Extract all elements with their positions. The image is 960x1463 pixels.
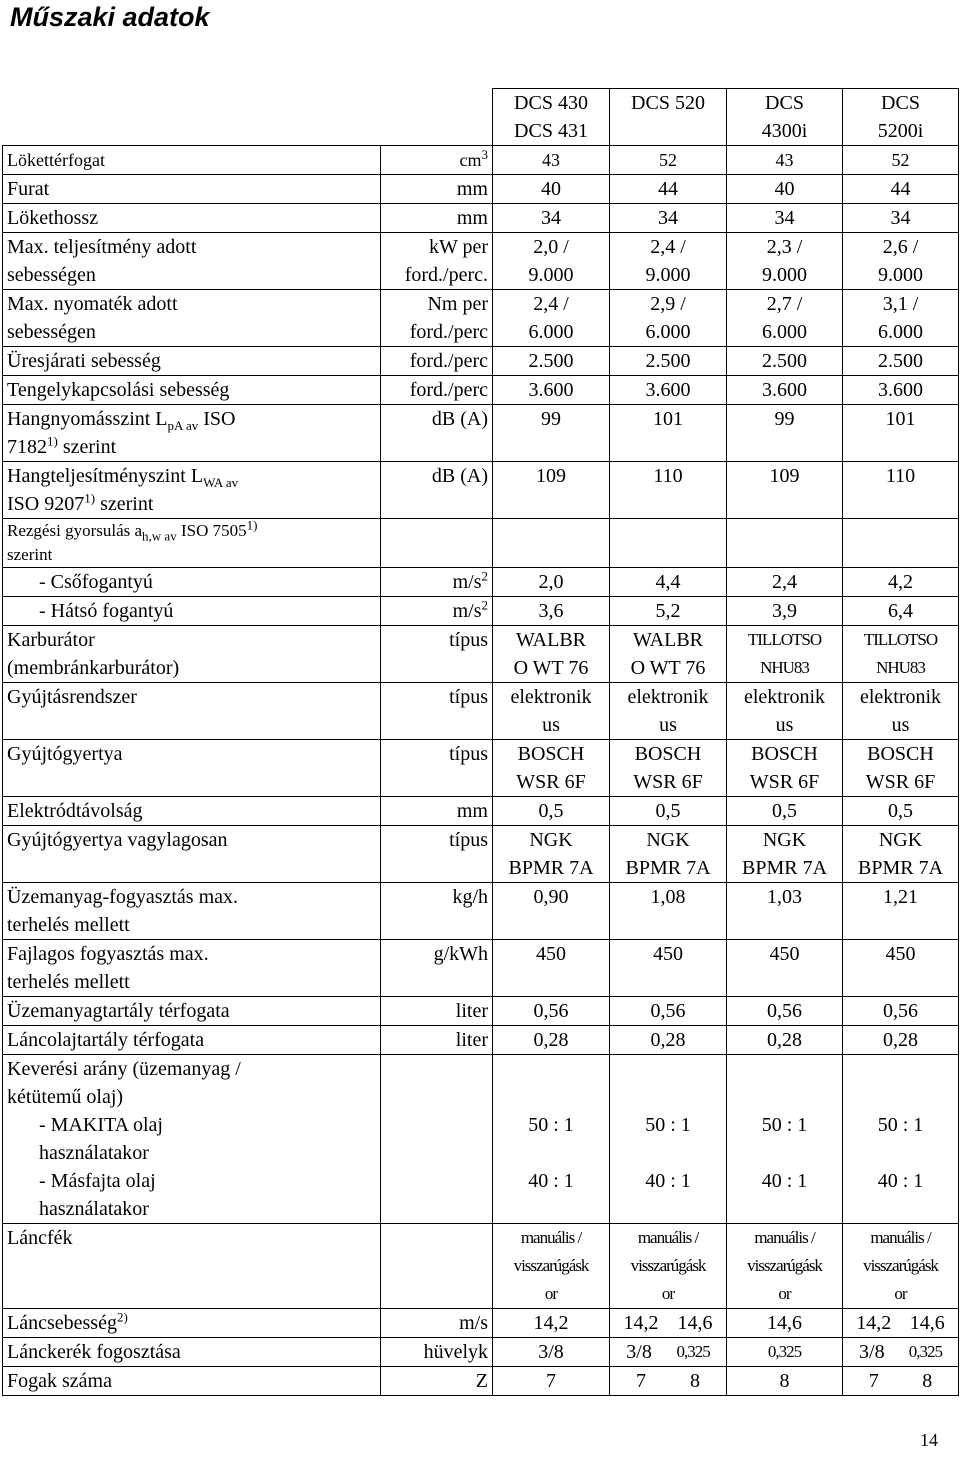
table-row: Lánckerék fogosztása hüvelyk 3/8 3/8 0,325 0,325 3/8 0,325 (3, 1338, 959, 1367)
table-row: Üresjárati sebesség ford./perc 2.500 2.500 2.500 2.500 (3, 347, 959, 376)
spec-table (2, 88, 959, 1396)
model-header: DCS 4300i (727, 89, 843, 146)
table-row: - Csőfogantyú $m/s^2$ 2,0 4,4 2,4 4,2 (3, 568, 959, 597)
table-row: Max. nyomaték adott sebességen Nm per ford./perc 2,4 / 6.000 2,9 / 6.000 2,7 / 6.000 3,1 / 6.000 (3, 290, 959, 347)
table-row: Max. teljesítmény adott sebességen kW per ford./perc. 2,0 / 9.000 2,4 / 9.000 2,3 / 9.000 2,6 / 9.000 (3, 233, 959, 290)
table-row: Láncolajtartály térfogata liter 0,28 0,28 0,28 0,28 (3, 1026, 959, 1055)
table-row: Üzemanyagtartály térfogata liter 0,56 0,56 0,56 0,56 (3, 997, 959, 1026)
table-row: Rezgési gyorsulás $a_{h,w av}$ ISO 7505$^{1)}$ szerint (3, 519, 959, 568)
table-row: Lökettérfogat $cm^3$ 43 52 43 52 (3, 146, 959, 175)
model-header: DCS 430 DCS 431 (493, 89, 610, 146)
table-row: Karburátor (membránkarburátor) típus WALBR O WT 76 WALBR O WT 76 TILLOTSO NHU83 TILLOTSO NHU83 (3, 626, 959, 683)
table-row: Gyújtásrendszer típus elektronik us elektronik us elektronik us elektronik us (3, 683, 959, 740)
table-row: - Másfajta olaj használatakor 40 : 1 40 : 1 40 : 1 40 : 1 (3, 1167, 959, 1224)
table-row: - Hátsó fogantyú $m/s^2$ 3,6 5,2 3,9 6,4 (3, 597, 959, 626)
table-row: Fogak száma Z 7 7 8 8 7 8 (3, 1367, 959, 1396)
page-title: Műszaki adatok (10, 2, 210, 32)
table-row: Gyújtógyertya típus BOSCH WSR 6F BOSCH WSR 6F BOSCH WSR 6F BOSCH WSR 6F (3, 740, 959, 797)
model-header: DCS 520 (610, 89, 727, 146)
table-row: Fajlagos fogyasztás max. terhelés mellett g/kWh 450 450 450 450 (3, 940, 959, 997)
header-row (3, 89, 959, 146)
table-row: Keverési arány (üzemanyag / kétütemű olaj) - MAKITA olaj használatakor 50 : 1 50 : 1 50 : 1 50 : 1 (3, 1055, 959, 1168)
table-row: Gyújtógyertya vagylagosan típus NGK BPMR 7A NGK BPMR 7A NGK BPMR 7A NGK BPMR 7A (3, 826, 959, 883)
table-row: Hangteljesítményszint $L_{WA av}$ ISO 9207$^{1)}$ szerint dB (A) 109 110 109 110 (3, 462, 959, 519)
table-row: Láncsebesség$^{2)}$ m/s 14,2 14,2 14,6 14,6 14,2 14,6 (3, 1309, 959, 1338)
table-row: Furat mm 40 44 40 44 (3, 175, 959, 204)
page-number: 14 (920, 1430, 938, 1450)
table-row: Lökethossz mm 34 34 34 34 (3, 204, 959, 233)
model-header: DCS 5200i (843, 89, 959, 146)
table-row: Elektródtávolság mm 0,5 0,5 0,5 0,5 (3, 797, 959, 826)
table-row: Láncfék manuális / visszarúgásk or manuális / visszarúgásk or manuális / visszarúgásk or manuális / visszarúgásk or (3, 1224, 959, 1309)
table-row: Tengelykapcsolási sebesség ford./perc 3.600 3.600 3.600 3.600 (3, 376, 959, 405)
table-row: Üzemanyag-fogyasztás max. terhelés mellett kg/h 0,90 1,08 1,03 1,21 (3, 883, 959, 940)
table-row: Hangnyomásszint $L_{pA av}$ ISO 7182$^{1)}$ szerint dB (A) 99 101 99 101 (3, 405, 959, 462)
